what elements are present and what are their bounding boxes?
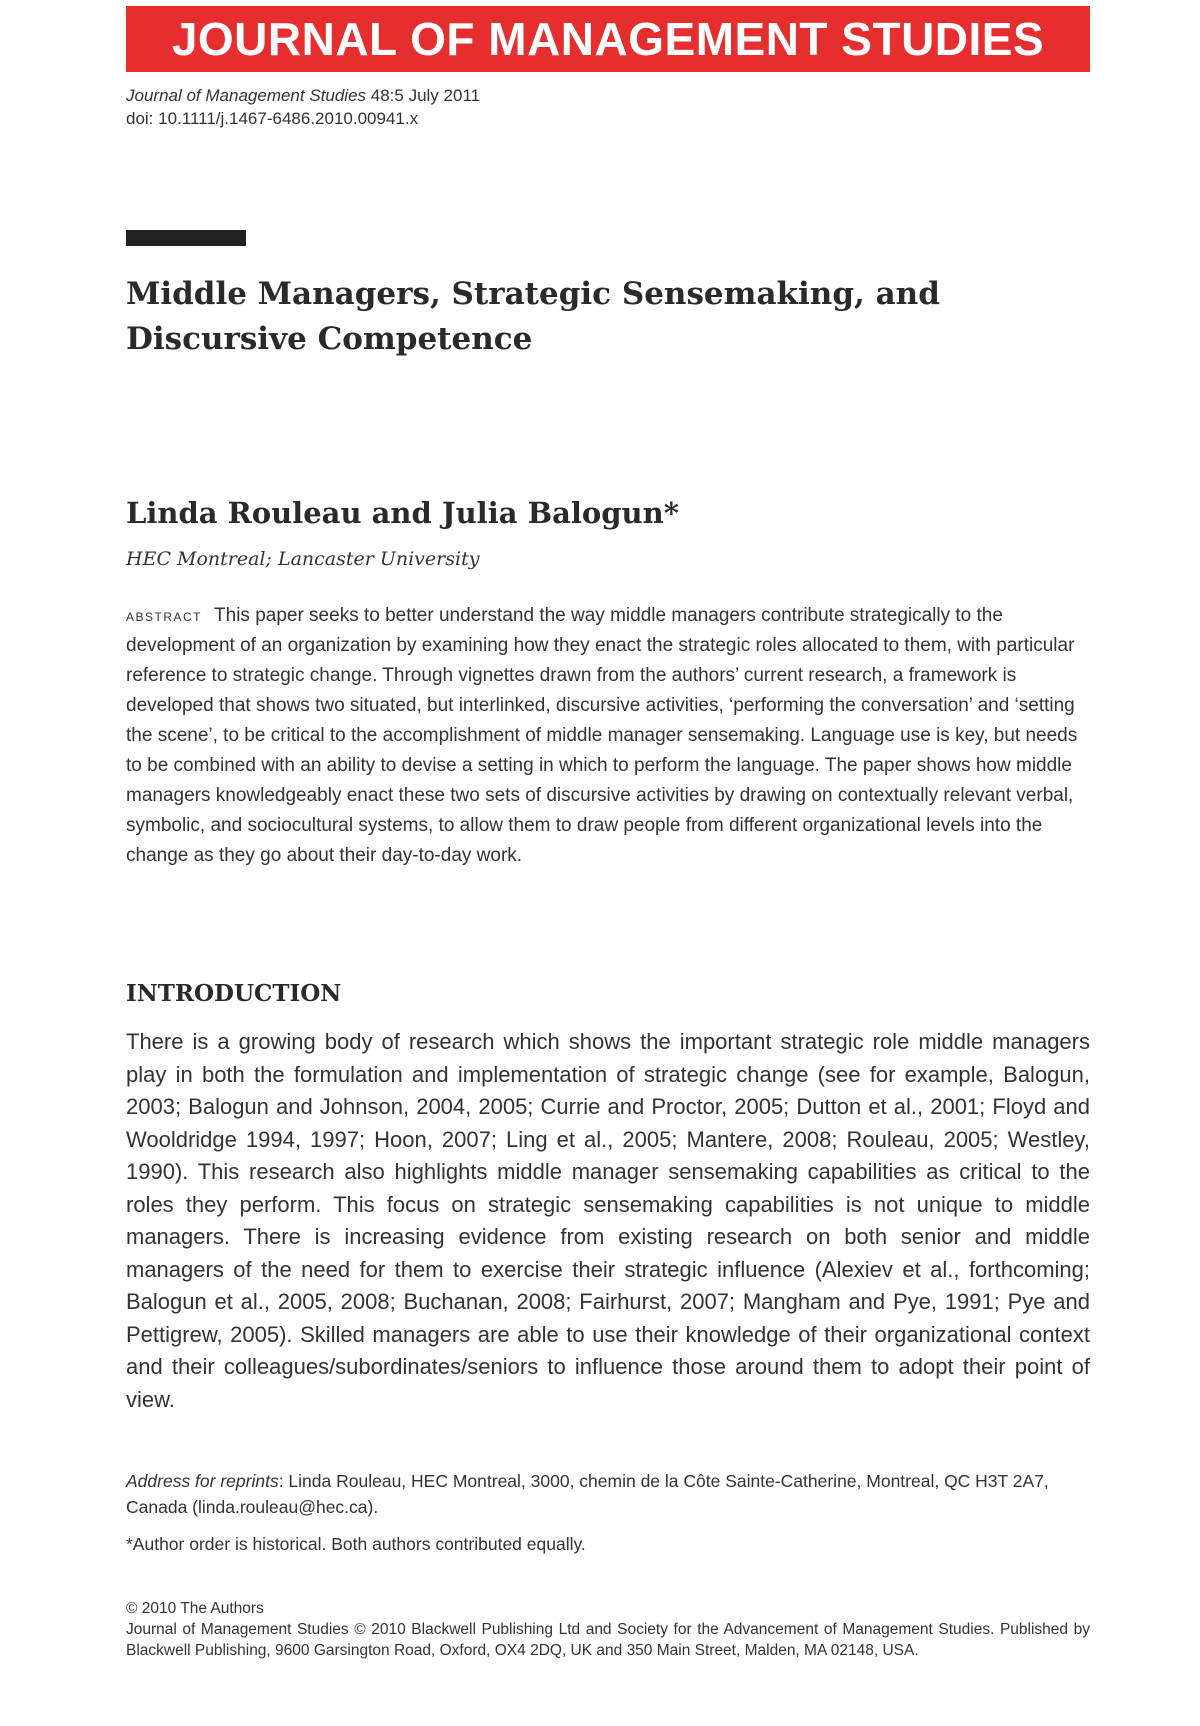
address-text: : Linda Rouleau, HEC Montreal, 3000, chemin de la Côte Sainte-Catherine, Montreal, QC H3T 2A7, Canada (linda.rouleau@hec.ca). (126, 1471, 1049, 1517)
introduction-heading: INTRODUCTION (126, 980, 342, 1007)
abstract-text: This paper seeks to better understand the way middle managers contribute strategically to the development of an organization by examining how they enact the strategic roles allocated to them, with particular reference to strategic change. Through vignettes drawn from the authors’ current research, a framework is developed that shows two situated, but interlinked, discursive activities, ‘performing the conversation’ and ‘setting the scene’, to be critical to the accomplishment of middle manager sensemaking. Language use is key, but needs to be combined with an ability to devise a setting in which to perform the language. The paper shows how middle managers knowledgeably enact these two sets of discursive activities by drawing on contextually relevant verbal, symbolic, and sociocultural systems, to allow them to draw people from different organizational levels into the change as they go about their day-to-day work. (126, 605, 1078, 866)
introduction-body: There is a growing body of research which shows the important strategic role middle managers play in both the formulation and implementation of strategic change (see for example, Balogun, 2003; Balogun and Johnson, 2004, 2005; Currie and Proctor, 2005; Dutton et al., 2001; Floyd and Wooldridge 1994, 1997; Hoon, 2007; Ling et al., 2005; Mantere, 2008; Rouleau, 2005; Westley, 1990). This research also highlights middle manager sensemaking capabilities as critical to the roles they perform. This focus on strategic sensemaking capabilities is not unique to middle managers. There is increasing evidence from existing research on both senior and middle managers of the need for them to exercise their strategic influence (Alexiev et al., forthcoming; Balogun et al., 2005, 2008; Buchanan, 2008; Fairhurst, 2007; Mangham and Pye, 1991; Pye and Pettigrew, 2005). Skilled managers are able to use their knowledge of their organizational context and their colleagues/subordinates/seniors to influence those around them to adopt their point of view. (126, 1029, 1090, 1412)
copyright-publisher: Journal of Management Studies © 2010 Blackwell Publishing Ltd and Society for the Advancement of Management Studies. Published by Blackwell Publishing, 9600 Garsington Road, Oxford, OX4 2DQ, UK and 350 Main Street, Malden, MA 02148, USA. (126, 1621, 1090, 1659)
address-label: Address for reprints (126, 1471, 279, 1491)
copyright-authors: © 2010 The Authors (126, 1600, 264, 1617)
author-note: *Author order is historical. Both authors contributed equally. (126, 1534, 586, 1554)
copyright-block (126, 1598, 1090, 1661)
journal-issue-line (126, 84, 480, 107)
journal-banner: JOURNAL OF MANAGEMENT STUDIES (126, 6, 1090, 72)
doi: doi: 10.1111/j.1467-6486.2010.00941.x (126, 109, 419, 128)
author-affiliation: HEC Montreal; Lancaster University (126, 548, 480, 570)
article-title: Middle Managers, Strategic Sensemaking, and Discursive Competence (126, 276, 940, 357)
article-authors: Linda Rouleau and Julia Balogun* (126, 496, 679, 530)
abstract-label: abstract (126, 606, 203, 625)
title-rule (126, 230, 246, 246)
reprint-address (126, 1468, 1090, 1520)
journal-meta (126, 84, 480, 130)
journal-name: Journal of Management Studies (126, 86, 367, 105)
volume-date: 48:5 July 2011 (366, 86, 481, 105)
abstract (126, 601, 1090, 871)
